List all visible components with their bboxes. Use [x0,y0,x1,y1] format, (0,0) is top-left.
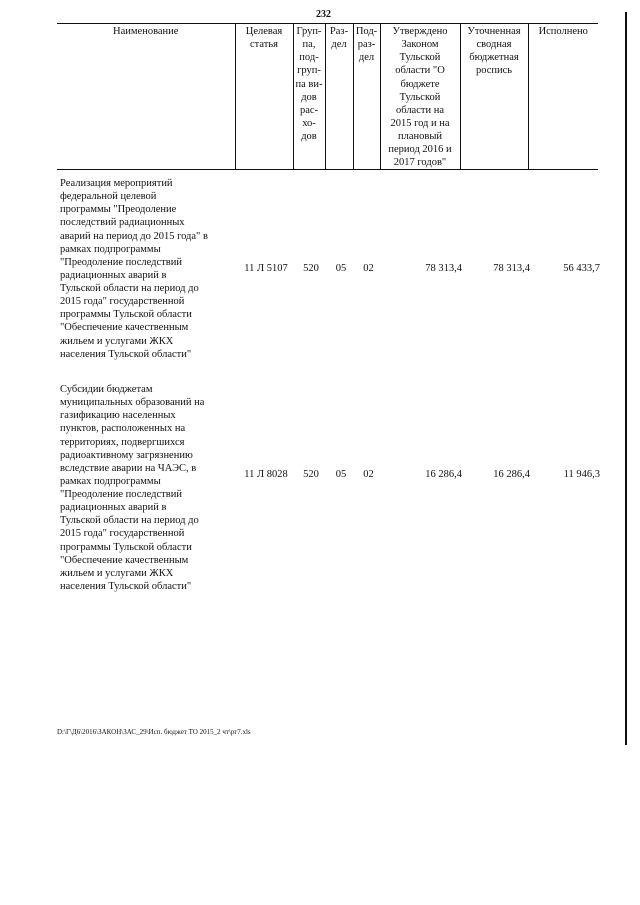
header-target-article: Целевая статья [235,24,293,170]
row-subsection: 02 [363,263,374,274]
row-name: Субсидии бюджетам муниципальных образований на газификацию населенных пунктов, расположенных на территориях, подвергшихся радиоактивному загрязнению вследствие аварии на ЧАЭС, в рамках подпрограммы "Преодоление последствий радиационных аварий в Тульской области на период до 2015 года" государственной программы Тульской области "Обеспечение качественным жильем и услугами ЖКХ населения Тульской области" [60,384,205,592]
row-section: 05 [335,263,347,274]
header-subsection: Под- раз- дел [353,24,380,170]
header-expense-group: Груп- па, под- груп- па ви- дов рас- хо- дов [293,24,325,170]
row-expense-group: 520 [303,469,319,480]
row-target-article: 11 Л 5107 [244,263,288,274]
header-refined-budget: Уточненная сводная бюджетная роспись [460,24,528,170]
row-refined-budget: 78 313,4 [493,263,530,274]
row-section: 05 [335,469,347,480]
header-approved-by-law: Утверждено Законом Тульской области "О бюджете Тульской области на 2015 год и на плановый период 2016 и 2017 годов" [380,24,460,170]
header-executed: Исполнено [528,24,598,170]
header-name: Наименование [57,24,235,170]
row-subsection: 02 [363,469,374,480]
row-refined-budget: 16 286,4 [493,469,530,480]
row-target-article: 11 Л 8028 [244,469,288,480]
row-name: Реализация мероприятий федеральной целевой программы "Преодоление последствий радиационных аварий на период до 2015 года" в рамках подпрограммы "Преодоление последствий радиационных аварий в Тульской области на период до 2015 года" государственной программы Тульской области "Обеспечение качественным жильем и услугами ЖКХ населения Тульской области" [60,178,208,360]
row-executed: 11 946,3 [563,469,600,480]
row-approved-by-law: 78 313,4 [425,263,462,274]
scan-edge-rule [625,12,627,745]
row-executed: 56 433,7 [563,263,600,274]
row-approved-by-law: 16 286,4 [425,469,462,480]
table-header [57,23,598,170]
file-path-footer: D:\Г\Д6\2016\ЗАКОН\ЗАС_29\Исп. бюджет ТО 2015_2 чт\рг7.xls [57,728,251,736]
page-number: 232 [316,9,331,20]
header-section: Раз- дел [325,24,353,170]
row-expense-group: 520 [303,263,319,274]
